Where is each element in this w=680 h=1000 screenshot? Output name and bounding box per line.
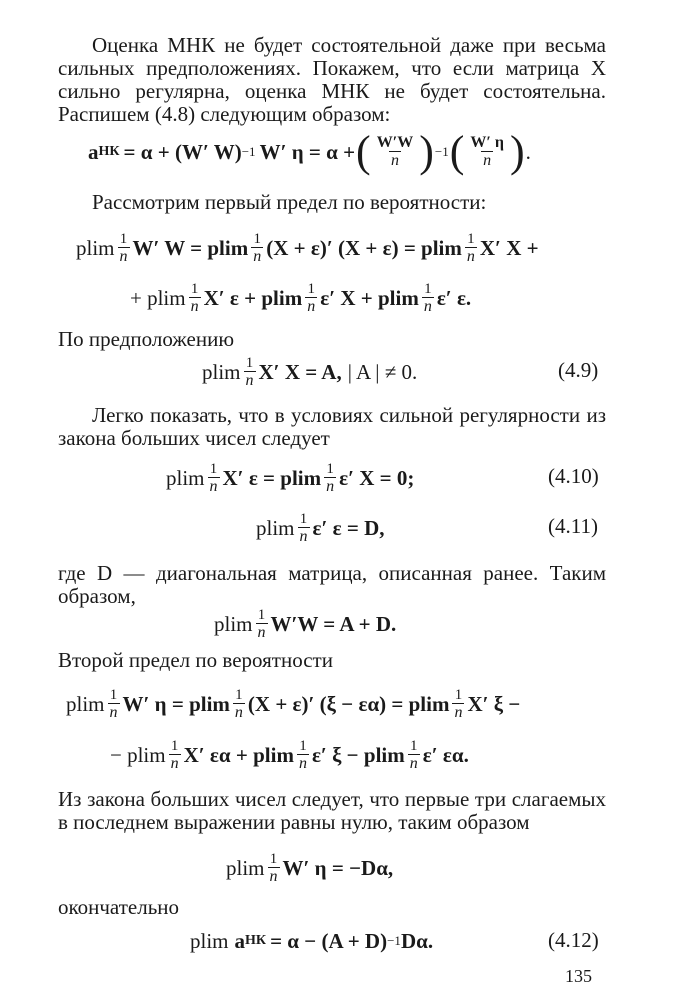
equation-number-4-10: (4.10) [548, 464, 599, 488]
assumption-text: По предположению [58, 327, 235, 351]
eq-first2-t2: X′ ε + plim [203, 286, 303, 310]
equation-ww: plim $\frac{1}{n}$ W′W = A + D. [214, 606, 397, 641]
eq-anc-lhs: a [88, 140, 99, 164]
eq-411-plim: plim [256, 516, 295, 540]
equation-second-limit-line1: plim $\frac{1}{n}$ W′ η = plim $\frac{1}{n}$ (X + ε)′ (ξ − εα) = plim $\frac{1}{n}$ X′ ξ − [66, 686, 521, 721]
eq-anc-end: . [525, 140, 531, 164]
eq-ww-t2: W′W = A + D. [270, 612, 397, 636]
d-paragraph: где D — диагональная матрица, описанная ранее. Таким образом, [58, 561, 606, 608]
eq-49-t3: | A | ≠ 0. [347, 360, 418, 384]
eq-ww-plim: plim [214, 612, 253, 636]
eq-anc-lhs-sub: НК [98, 144, 120, 159]
eq-anc-part2: W′ η = α + [259, 140, 356, 164]
equation-number-4-9: (4.9) [558, 358, 599, 382]
second-limit-text: Второй предел по вероятности [58, 648, 333, 672]
eq-49-plim: plim [202, 360, 241, 384]
eq-412-t3: Dα. [400, 929, 434, 953]
eq-410-t3: ε′ X = 0; [339, 466, 415, 490]
eq-second2-t2: X′ εα + plim [183, 743, 294, 767]
equation-wn: plim $\frac{1}{n}$ W′ η = −Dα, [226, 850, 394, 885]
eq-second2-t3: ε′ ξ − plim [311, 743, 405, 767]
equation-4-10: plim $\frac{1}{n}$ X′ ε = plim $\frac{1}{n}$ ε′ X = 0; [166, 460, 415, 495]
page-number: 135 [565, 966, 592, 986]
eq-first2-t4: ε′ ε. [436, 286, 472, 310]
equation-number-4-12: (4.12) [548, 928, 599, 952]
eq-412-inverse: −1 [387, 933, 401, 948]
eq-second2-t4: ε′ εα. [422, 743, 469, 767]
eq-410-t2: X′ ε = plim [222, 466, 322, 490]
eq-anc-frac1: $\frac{W'W}{n}$ [376, 133, 414, 169]
eq-412-t2: = α − (A + D) [270, 929, 388, 953]
eq-wn-t2: W′ η = −Dα, [282, 856, 394, 880]
eq-410-plim: plim [166, 466, 205, 490]
eq-anc-part1: = α + (W′ W) [123, 140, 242, 164]
eq-first2-t3: ε′ X + plim [320, 286, 419, 310]
eq-second1-t3: (X + ε)′ (ξ − εα) = plim [247, 692, 450, 716]
eq-412-lhs: a [234, 929, 246, 953]
equation-second-limit-line2: − plim $\frac{1}{n}$ X′ εα + plim $\frac{1}{n}$ ε′ ξ − plim $\frac{1}{n}$ ε′ εα. [110, 737, 469, 772]
eq-first1-t3: (X + ε)′ (X + ε) = plim [266, 236, 462, 260]
equation-number-4-11: (4.11) [548, 514, 598, 538]
eq-first2-t1: + plim [130, 286, 186, 310]
equation-first-limit-line2: + plim $\frac{1}{n}$ X′ ε + plim $\frac{1}{n}$ ε′ X + plim $\frac{1}{n}$ ε′ ε. [130, 280, 472, 315]
equation-first-limit-line1: plim $\frac{1}{n}$ W′ W = plim $\frac{1}{n}$ (X + ε)′ (X + ε) = plim $\frac{1}{n}$ X′ X + [76, 230, 539, 265]
eq-49-t2: X′ X = A, [258, 360, 342, 384]
eq-411-t2: ε′ ε = D, [312, 516, 385, 540]
eq-second1-t4: X′ ξ − [467, 692, 521, 716]
eq-wn-plim: plim [226, 856, 265, 880]
equation-4-9: plim $\frac{1}{n}$ X′ X = A, | A | ≠ 0. [202, 354, 418, 389]
eq-second2-t1: − plim [110, 743, 166, 767]
finally-text: окончательно [58, 895, 180, 919]
eq-anc-frac2: $\frac{W' \eta}{n}$ [470, 133, 504, 169]
conclusion-paragraph: Из закона больших чисел следует, что первые три слагаемых в последнем выражении равны нулю, таким образом [58, 787, 606, 834]
equation-4-12 [190, 925, 433, 957]
intro-paragraph: Оценка МНК не будет состоятельной даже при весьма сильных предположениях. Покажем, что если матрица X сильно регулярна, оценка МНК не будет состоятельна. Распишем (4.8) следующим образом: [58, 33, 606, 126]
eq-second1-plim: plim [66, 692, 105, 716]
eq-second1-t2: W′ η = plim [122, 692, 230, 716]
first-limit-text: Рассмотрим первый предел по вероятности: [92, 190, 487, 214]
equation-anc: a НК = α + (W′ W) −1 W′ η = α + ( $\frac{W'W}{n}$ ) −1 ( $\frac{W' \eta}{n}$ ) . [88, 127, 531, 176]
eq-anc-inverse: −1 [241, 144, 256, 159]
eq-anc-frac-inverse: −1 [434, 144, 449, 159]
eq-412-lhs-sub: НК [245, 933, 267, 948]
eq-first1-t4: X′ X + [479, 236, 539, 260]
equation-4-11: plim $\frac{1}{n}$ ε′ ε = D, [256, 510, 385, 545]
lln-paragraph: Легко показать, что в условиях сильной регулярности из закона больших чисел следует [58, 403, 606, 450]
eq-412-plim: plim [190, 929, 229, 953]
eq-first1-t2: W′ W = plim [132, 236, 249, 260]
eq-first1-plim: plim [76, 236, 115, 260]
